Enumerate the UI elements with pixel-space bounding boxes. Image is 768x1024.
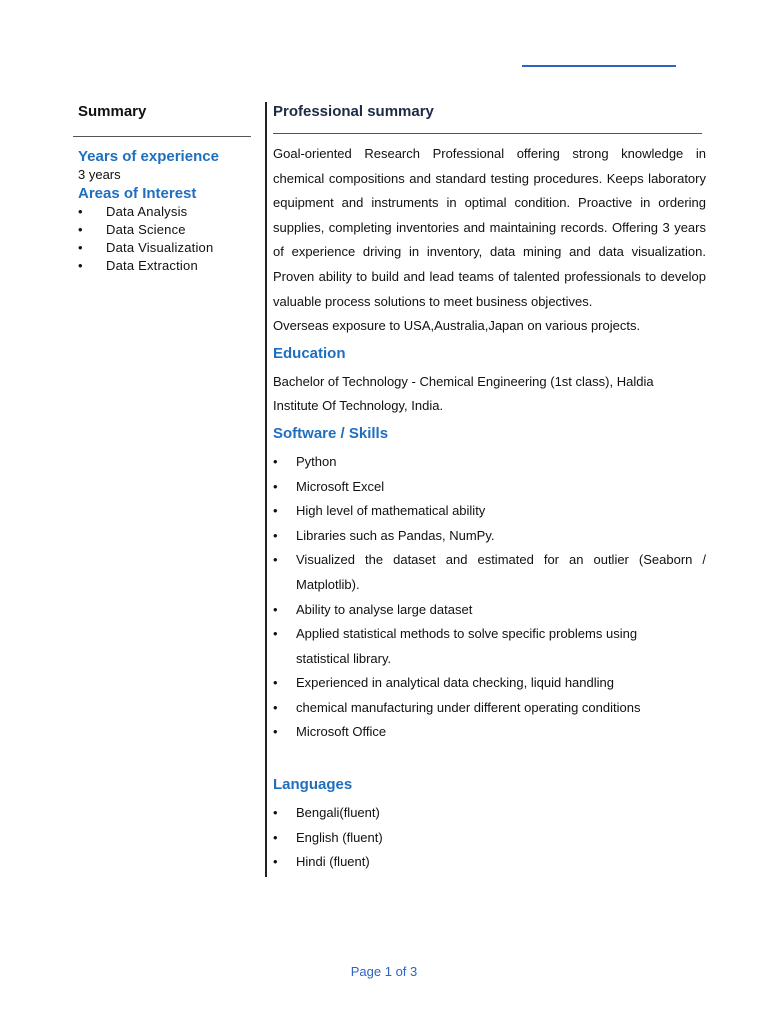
list-item: • Microsoft Office xyxy=(273,720,706,745)
list-item: • Hindi (fluent) xyxy=(273,850,706,875)
list-item: • Python xyxy=(273,450,706,475)
list-item: • Visualized the dataset and estimated for an outlier (Seaborn / Matplotlib). xyxy=(273,548,706,597)
summary-paragraph: Goal-oriented Research Professional offering strong knowledge in chemical compositions and standard testing procedures. Keeps laboratory equipment and instruments in optimal condition. Proactive in ordering supplies, completing inventories and maintaining records. Offering 3 years of experience driving in inventory, data mining and data visualization. Proven ability to build and lead teams of talented professionals to develop valuable process solutions to meet business objectives. xyxy=(273,146,706,309)
column-divider xyxy=(265,102,267,877)
skills-heading: Software / Skills xyxy=(273,424,389,442)
skills-list xyxy=(273,450,706,745)
languages-list xyxy=(273,801,706,875)
list-item: • Applied statistical methods to solve specific problems using statistical library. xyxy=(273,622,706,671)
list-item: • Experienced in analytical data checking, liquid handling xyxy=(273,671,706,696)
header-rule xyxy=(522,65,676,67)
list-item: • English (fluent) xyxy=(273,826,706,851)
list-item: • High level of mathematical ability xyxy=(273,499,706,524)
sidebar-title: Summary xyxy=(78,103,147,120)
main-title: Professional summary xyxy=(273,103,434,120)
list-item: • Bengali(fluent) xyxy=(273,801,706,826)
list-item: • Data Visualization xyxy=(78,239,251,257)
list-item: • Microsoft Excel xyxy=(273,475,706,500)
main-content xyxy=(273,100,706,875)
sidebar-divider xyxy=(73,136,251,137)
interests-heading: Areas of Interest xyxy=(78,185,197,202)
page-number: Page 1 of 3 xyxy=(350,964,418,979)
list-item: • Data Extraction xyxy=(78,257,251,275)
education-text: Bachelor of Technology - Chemical Engineering (1st class), Haldia Institute Of Technology, India. xyxy=(273,373,654,414)
list-item: • Data Analysis xyxy=(78,203,251,221)
education-heading: Education xyxy=(273,344,346,362)
languages-heading: Languages xyxy=(273,776,353,794)
sidebar xyxy=(73,102,251,275)
list-item: • Ability to analyse large dataset xyxy=(273,598,706,623)
experience-heading: Years of experience xyxy=(78,148,219,165)
list-item: • chemical manufacturing under different operating conditions xyxy=(273,696,706,721)
main-divider xyxy=(273,133,702,134)
list-item: • Data Science xyxy=(78,221,251,239)
experience-value: 3 years xyxy=(78,167,121,182)
interests-list xyxy=(73,203,251,275)
list-item: • Libraries such as Pandas, NumPy. xyxy=(273,524,706,549)
summary-extra: Overseas exposure to USA,Australia,Japan on various projects. xyxy=(273,318,641,334)
